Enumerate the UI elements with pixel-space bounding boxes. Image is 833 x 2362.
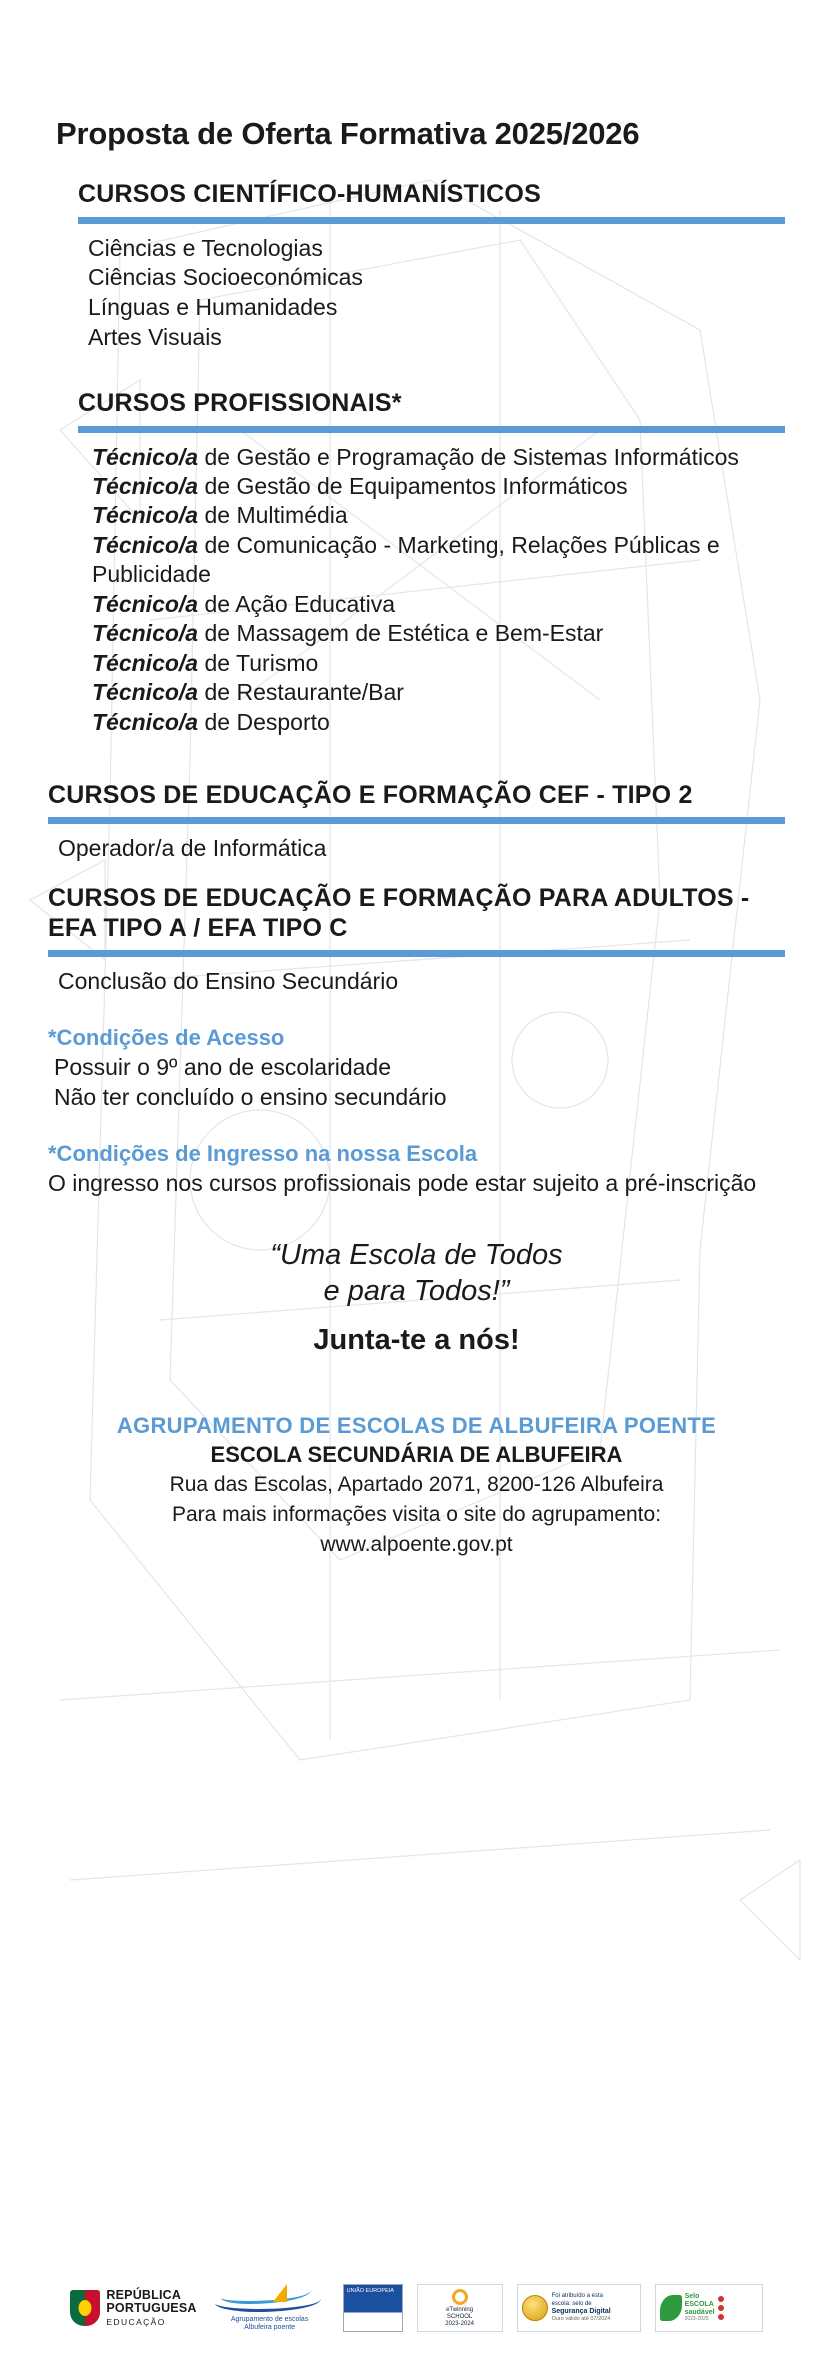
note-condicoes-acesso — [48, 1025, 785, 1113]
list-item-text: de Comunicação - Marketing, Relações Públicas e Publicidade — [92, 531, 720, 588]
slogan-line-2: e para Todos!” — [323, 1274, 510, 1307]
gold-seal-icon — [522, 2295, 548, 2321]
footer-organization: AGRUPAMENTO DE ESCOLAS DE ALBUFEIRA POENTE — [116, 1412, 717, 1438]
logo-text-line-3: 2023-2024 — [445, 2320, 474, 2327]
footer-school: ESCOLA SECUNDÁRIA DE ALBUFEIRA — [210, 1441, 623, 1467]
section-divider — [78, 426, 785, 433]
section-heading: CURSOS PROFISSIONAIS* — [78, 389, 402, 418]
logo-uniao-europeia — [343, 2280, 403, 2336]
section-divider — [48, 950, 785, 957]
footer-address: Rua das Escolas, Apartado 2071, 8200-126 Albufeira — [169, 1472, 664, 1496]
slogan — [48, 1238, 785, 1310]
list-item-prefix: Técnico/a — [92, 473, 199, 499]
list-item — [78, 590, 785, 619]
section-heading: CURSOS DE EDUCAÇÃO E FORMAÇÃO CEF - TIPO 2 — [48, 780, 693, 809]
note-body: O ingresso nos cursos profissionais pode estar sujeito a pré-inscrição — [48, 1170, 757, 1196]
section-cef-tipo-2 — [48, 781, 785, 864]
logo-text-line-1: Selo — [684, 2293, 700, 2301]
logo-text-line-2: SCHOOL — [446, 2313, 473, 2320]
footer-website[interactable]: www.alpoente.gov.pt — [320, 1533, 513, 1557]
list-item-text: de Restaurante/Bar — [198, 679, 404, 706]
list-item-prefix: Técnico/a — [92, 620, 199, 647]
section-heading: CURSOS CIENTÍFICO-HUMANÍSTICOS — [78, 180, 541, 208]
section-efa — [48, 884, 785, 997]
logo-text-line-3: EDUCAÇÃO — [106, 2317, 166, 2328]
logo-text-line-2: ESCOLA — [684, 2301, 714, 2309]
list-item — [78, 649, 785, 678]
logo-etwinning-school — [417, 2280, 503, 2336]
logo-strip — [0, 2280, 833, 2336]
list-item-text: de Desporto — [198, 708, 330, 735]
logo-republica-portuguesa — [70, 2280, 196, 2336]
list-item-text: de Massagem de Estética e Bem-Estar — [198, 620, 604, 647]
course-list-profissionais — [78, 443, 785, 737]
sail-icon — [273, 2284, 287, 2302]
logo-text-line-4: 2023-2025 — [684, 2316, 709, 2323]
logo-text-line-1: Foi atribuído a esta — [551, 2293, 603, 2300]
list-item: Ciências Socioeconómicas — [88, 264, 363, 291]
list-item: Ciências e Tecnologias — [88, 234, 323, 261]
note-heading: *Condições de Ingresso na nossa Escola — [48, 1141, 478, 1166]
list-item-prefix: Técnico/a — [92, 590, 199, 617]
logo-escola-saudavel — [655, 2280, 763, 2336]
list-item — [78, 472, 785, 501]
note-heading: *Condições de Acesso — [48, 1025, 285, 1051]
eu-flag-icon — [343, 2284, 403, 2332]
list-item-prefix: Técnico/a — [92, 443, 199, 470]
note-condicoes-ingresso — [48, 1141, 785, 1198]
slogan-line-1: “Uma Escola de Todos — [270, 1238, 563, 1271]
list-item-prefix: Técnico/a — [92, 531, 199, 558]
logo-text-line-3: saudável — [684, 2309, 715, 2317]
list-item — [78, 443, 785, 472]
list-item — [78, 678, 785, 707]
logo-text-line-4: Ouro válido até 07/2024 — [551, 2316, 611, 2323]
list-item-text: de Ação Educativa — [198, 590, 396, 617]
logo-seguranca-digital — [517, 2280, 641, 2336]
list-item — [78, 501, 785, 530]
logo-caption-line-2: Albufeira poente — [244, 2323, 296, 2331]
logo-text-line-2: PORTUGUESA — [106, 2300, 197, 2315]
logo-text-line-1: REPÚBLICA — [106, 2288, 182, 2303]
logo-text-line-3: Segurança Digital — [551, 2307, 611, 2315]
course-list-cef — [48, 834, 785, 864]
list-item-text: de Gestão de Equipamentos Informáticos — [198, 473, 628, 499]
section-divider — [78, 217, 785, 224]
decorative-dots-icon — [718, 2296, 724, 2320]
list-item-prefix: Técnico/a — [92, 502, 199, 529]
footer — [48, 1413, 785, 1559]
logo-text-line-2: escola: selo de — [551, 2300, 592, 2307]
leaf-icon — [660, 2295, 682, 2321]
section-cursos-cientifico-humanisticos — [48, 180, 785, 353]
portugal-shield-icon — [70, 2290, 100, 2326]
page-title: Proposta de Oferta Formativa 2025/2026 — [56, 116, 640, 151]
course-list-efa — [48, 967, 785, 997]
section-divider — [48, 817, 785, 824]
logo-text-line-1: eTwinning — [446, 2307, 474, 2313]
course-list-cientifico-humanisticos — [78, 234, 785, 354]
section-cursos-profissionais — [48, 389, 785, 737]
list-item-text: de Gestão e Programação de Sistemas Informáticos — [198, 443, 739, 470]
list-item-prefix: Técnico/a — [92, 649, 199, 676]
footer-info: Para mais informações visita o site do agrupamento: — [171, 1502, 662, 1526]
list-item — [78, 619, 785, 648]
list-item — [78, 708, 785, 737]
list-item-text: de Turismo — [198, 649, 319, 676]
note-line: Não ter concluído o ensino secundário — [54, 1084, 447, 1111]
list-item: Línguas e Humanidades — [88, 294, 338, 321]
list-item-prefix: Técnico/a — [92, 679, 199, 706]
list-item — [78, 531, 785, 590]
logo-agrupamento — [211, 2280, 329, 2336]
etwinning-ring-icon — [452, 2289, 468, 2305]
list-item: Conclusão do Ensino Secundário — [58, 968, 399, 995]
list-item-prefix: Técnico/a — [92, 708, 199, 735]
logo-caption-line-1: Agrupamento de escolas — [230, 2315, 309, 2323]
list-item: Artes Visuais — [88, 324, 222, 351]
list-item-text: de Multimédia — [198, 502, 348, 529]
call-to-action: Junta-te a nós! — [313, 1323, 520, 1356]
logo-text: UNIÃO EUROPEIA — [346, 2288, 394, 2294]
section-heading: CURSOS DE EDUCAÇÃO E FORMAÇÃO PARA ADULTOS - EFA TIPO A / EFA TIPO C — [48, 884, 750, 942]
note-line: Possuir o 9º ano de escolaridade — [54, 1054, 392, 1081]
list-item: Operador/a de Informática — [58, 835, 327, 862]
